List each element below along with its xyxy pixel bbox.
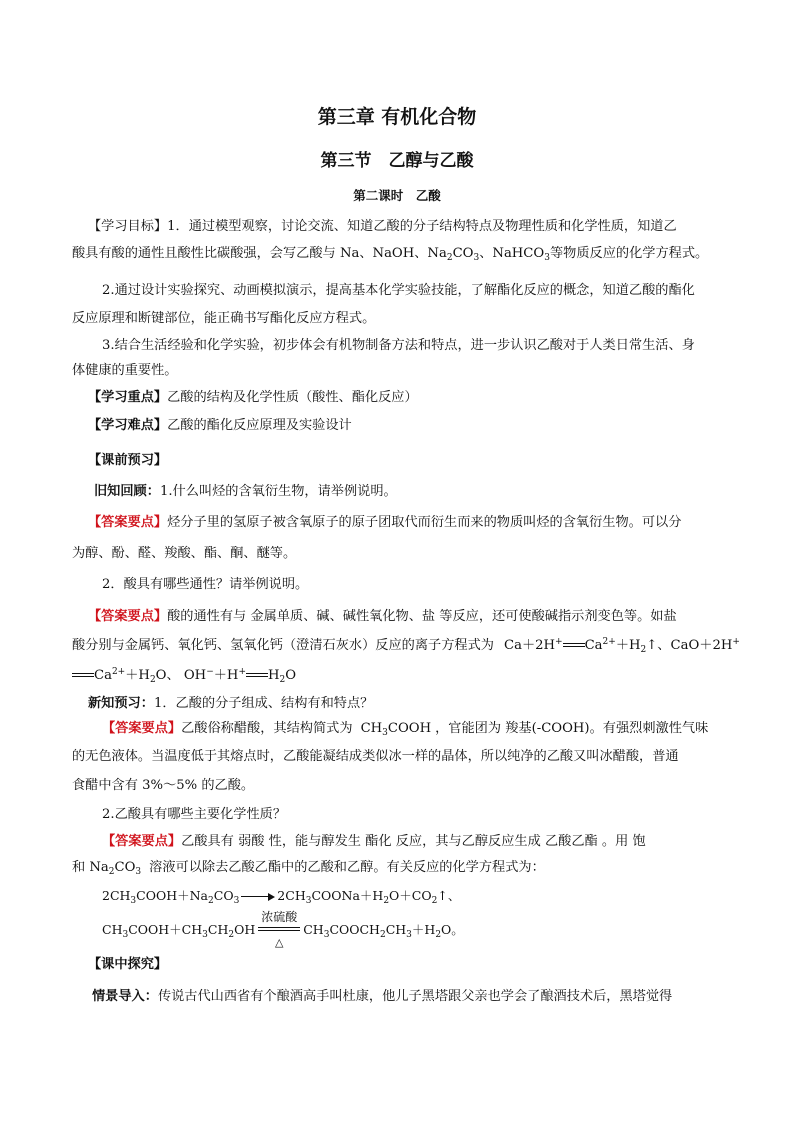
equation-1: $2CH_3COOH+Na_2CO_3$ $2CH_3COONa+H_2O+CO_2↑$、 — [102, 888, 461, 906]
answer-label: 【答案要点】 — [102, 721, 182, 736]
explore-intro: 情景导入：传说古代山西省有个酿酒高手叫杜康，他儿子黑塔跟父亲也学会了酿酒技术后，黑塔觉得 — [92, 989, 673, 1004]
answer-3-line-1: 【答案要点】乙酸俗称醋酸，其结构简式为 $CH_3COOH$ ，官能团为 羧基(-COOH)。有强烈刺激性气味 — [102, 721, 709, 738]
answer-3-line-2: 的无色液体。当温度低于其熔点时，乙酸能凝结成类似冰一样的晶体，所以纯净的乙酸又叫冰醋酸，普通 — [72, 749, 679, 764]
preview-heading: 【课前预习】 — [88, 453, 168, 468]
chapter-title: 第三章 有机化合物 — [317, 106, 477, 128]
reaction-condition: 浓硫酸 △ — [258, 924, 300, 938]
answer-label: 【答案要点】 — [102, 834, 182, 849]
objectives-line-3: 2.通过设计实验探究、动画模拟演示，提高基本化学实验技能，了解酯化反应的概念，知道乙酸的酯化 — [102, 283, 695, 298]
objectives-label: 【学习目标】 — [88, 219, 168, 234]
reaction-arrow-icon — [241, 893, 275, 901]
question-4: 2.乙酸具有哪些主要化学性质？ — [102, 807, 287, 822]
answer-2-line-3: $Ca^{2+}+H_2O$、 OH−＋H+ $H_2O$ — [72, 666, 296, 686]
key-point: 【学习重点】乙酸的结构及化学性质（酸性、酯化反应） — [88, 390, 418, 405]
difficulty-label: 【学习难点】 — [88, 418, 168, 433]
answer-1-line-1: 【答案要点】烃分子里的氢原子被含氧原子的原子团取代而衍生而来的物质叫烃的含氧衍生物。可以分 — [88, 515, 682, 530]
answer-label: 【答案要点】 — [88, 515, 168, 530]
objectives-line-2: 酸具有酸的通性且酸性比碳酸强，会写乙酸与 Na、NaOH、$Na_2CO_3$、NaHCO$_3$等物质反应的化学方程式。 — [72, 246, 709, 263]
answer-label: 【答案要点】 — [88, 609, 168, 624]
new-knowledge-question-1: 新知预习：1．乙酸的分子组成、结构有和特点？ — [88, 696, 374, 711]
answer-1-line-2: 为醇、酚、醛、羧酸、酯、酮、醚等。 — [72, 546, 297, 561]
answer-2-line-2: 酸分别与金属钙、氧化钙、氢氧化钙（澄清石灰水）反应的离子方程式为 Ca＋2H+ $Ca^{2+}+H_2↑$、CaO＋2H+ — [72, 637, 740, 655]
answer-4-line-1: 【答案要点】乙酸具有 弱酸 性，能与醇发生 酯化 反应，其与乙醇反应生成 乙酸乙酯 。用 饱 — [102, 834, 646, 849]
difficulty: 【学习难点】乙酸的酯化反应原理及实验设计 — [88, 418, 352, 433]
objectives-line-1: 【学习目标】1．通过模型观察，讨论交流、知道乙酸的分子结构特点及物理性质和化学性质，知道乙 — [88, 219, 677, 234]
answer-4-line-2: 和 $Na_2CO_3$ 溶液可以除去乙酸乙酯中的乙酸和乙醇。有关反应的化学方程式为： — [72, 860, 545, 877]
question-2: 2．酸具有哪些通性？请举例说明。 — [102, 577, 309, 592]
explore-heading: 【课中探究】 — [88, 957, 168, 972]
review-question-1: 旧知回顾：1.什么叫烃的含氧衍生物，请举例说明。 — [94, 484, 397, 499]
equation-2: $CH_3COOH+CH_3CH_2OH$ 浓硫酸 △ $CH_3COOCH_2CH_3+H_2O$。 — [102, 909, 464, 949]
objectives-line-5: 3.结合生活经验和化学实验，初步体会有机物制备方法和特点，进一步认识乙酸对于人类日常生活、身 — [102, 338, 695, 353]
key-point-label: 【学习重点】 — [88, 390, 168, 405]
section-title: 第三节 乙醇与乙酸 — [320, 151, 474, 171]
answer-2-line-1: 【答案要点】酸的通性有与 金属单质、碱、碱性氧化物、盐 等反应，还可使酸碱指示剂变色等。如盐 — [88, 609, 677, 624]
objectives-line-4: 反应原理和断键部位，能正确书写酯化反应方程式。 — [72, 311, 376, 326]
answer-3-line-3: 食醋中含有 3%～5% 的乙酸。 — [72, 778, 255, 793]
lesson-title: 第二课时 乙酸 — [353, 188, 441, 203]
objectives-line-6: 体健康的重要性。 — [72, 363, 178, 378]
